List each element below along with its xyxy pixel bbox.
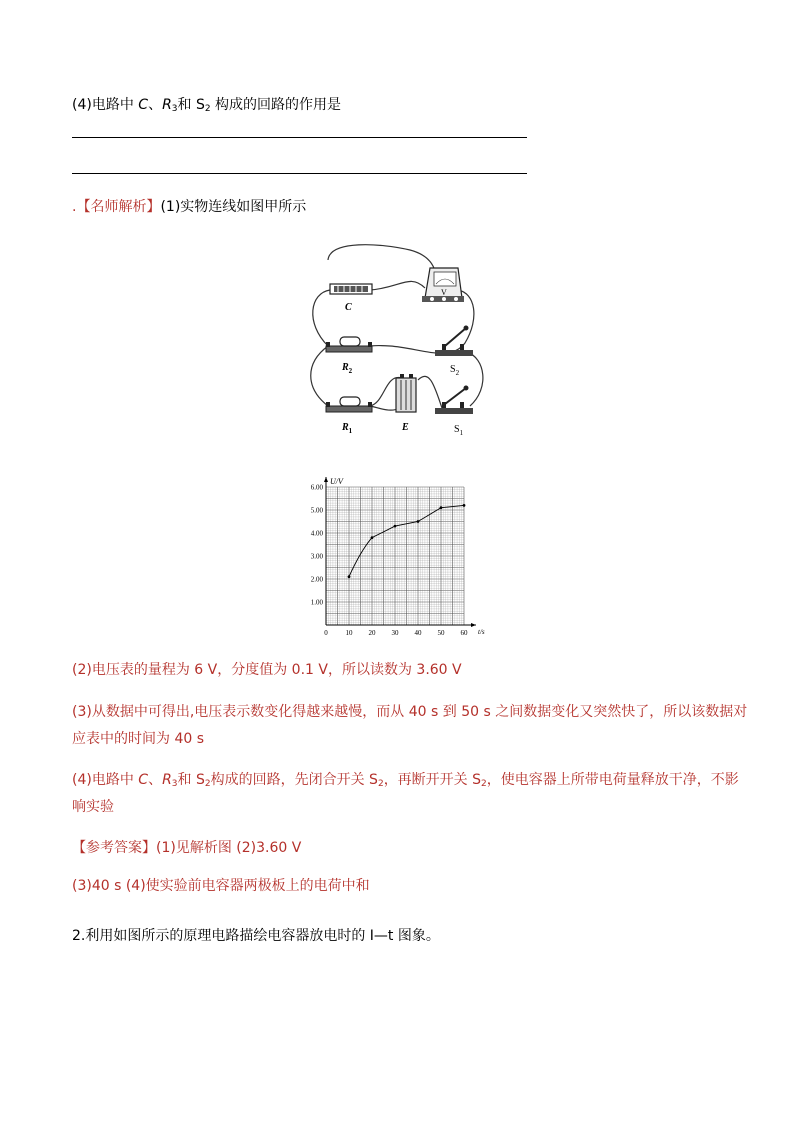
data-point [348, 575, 351, 578]
wire-c-r2 [313, 290, 330, 346]
explanation-2: (2)电压表的量程为 6 V，分度值为 0.1 V，所以读数为 3.60 V [72, 662, 462, 678]
data-point [371, 536, 374, 539]
data-point [463, 504, 466, 507]
resistor-r2 [326, 337, 372, 352]
analysis-heading: .【名师解析】(1)实物连线如图甲所示 [72, 199, 307, 215]
x-tick-label: 20 [368, 629, 376, 637]
x-tick-label: 60 [460, 629, 468, 637]
answer-tag: 【参考答案】 [72, 840, 156, 856]
data-point [440, 506, 443, 509]
answer-blank-line-2 [72, 173, 527, 174]
x-tick-label: 40 [414, 629, 422, 637]
label-r2: $R_2$ [342, 362, 353, 375]
chart-ticks [311, 484, 468, 638]
data-point [394, 525, 397, 528]
label-r1: $R_1$ [342, 422, 353, 435]
explanation-3-line-2: 应表中的时间为 40 s [72, 731, 205, 747]
data-point [417, 520, 420, 523]
y-tick-label: 3.00 [310, 552, 323, 561]
wire-s2-s1 [467, 352, 483, 406]
x-tick-label: 30 [391, 629, 399, 637]
capacitor-c [330, 284, 372, 294]
switch-s1 [435, 386, 473, 415]
wire-e-s1 [418, 376, 442, 408]
y-axis-arrow [324, 477, 328, 482]
answer-blank-line-1 [72, 137, 527, 138]
label-v: V [441, 288, 447, 297]
battery-e [396, 374, 416, 412]
x-axis-label: t/s [478, 628, 485, 636]
switch-s2 [435, 326, 473, 357]
explanation-4-line-1: (4)电路中 C、$R_3$和 $S_2$构成的回路，先闭合开关 $S_2$，再断开开关 $S_2$，使电容器上所带电荷量释放干净，不影 [72, 772, 739, 789]
y-tick-label: 4.00 [310, 529, 323, 538]
explanation-4-line-2: 响实验 [72, 799, 114, 815]
circuit-diagram [290, 238, 510, 438]
answer-line-2: (3)40 s (4)使实验前电容器两极板上的电荷中和 [72, 878, 370, 894]
question-2-text: 2.利用如图所示的原理电路描绘电容器放电时的 I—t 图象。 [72, 928, 440, 944]
x-tick-label: 0 [324, 629, 328, 637]
x-tick-label: 50 [437, 629, 445, 637]
answer-line-1: 【参考答案】(1)见解析图 (2)3.60 V [72, 840, 302, 856]
explanation-3-line-1: (3)从数据中可得出,电压表示数变化得越来越慢，而从 40 s 到 50 s 之间数据变化又突然快了，所以该数据对 [72, 704, 748, 720]
x-axis-arrow [471, 623, 476, 627]
y-tick-label: 2.00 [310, 575, 323, 584]
label-s2: $S_2$ [450, 364, 460, 377]
y-tick-label: 1.00 [310, 598, 323, 607]
x-tick-label: 10 [345, 629, 353, 637]
question-4-text: (4)电路中 C、$R_3$和 $S_2$ 构成的回路的作用是 [72, 97, 342, 114]
y-tick-label: 5.00 [310, 506, 323, 515]
label-c: C [345, 302, 352, 313]
y-tick-label: 6.00 [310, 483, 323, 492]
resistor-r1 [326, 397, 372, 412]
analysis-tag: 【名师解析】 [76, 199, 161, 215]
voltage-time-chart [300, 472, 500, 642]
wire-r2-r1 [311, 346, 328, 406]
label-e: E [402, 422, 409, 433]
label-s1: $S_1$ [454, 424, 464, 437]
y-axis-label: U/V [330, 477, 343, 486]
